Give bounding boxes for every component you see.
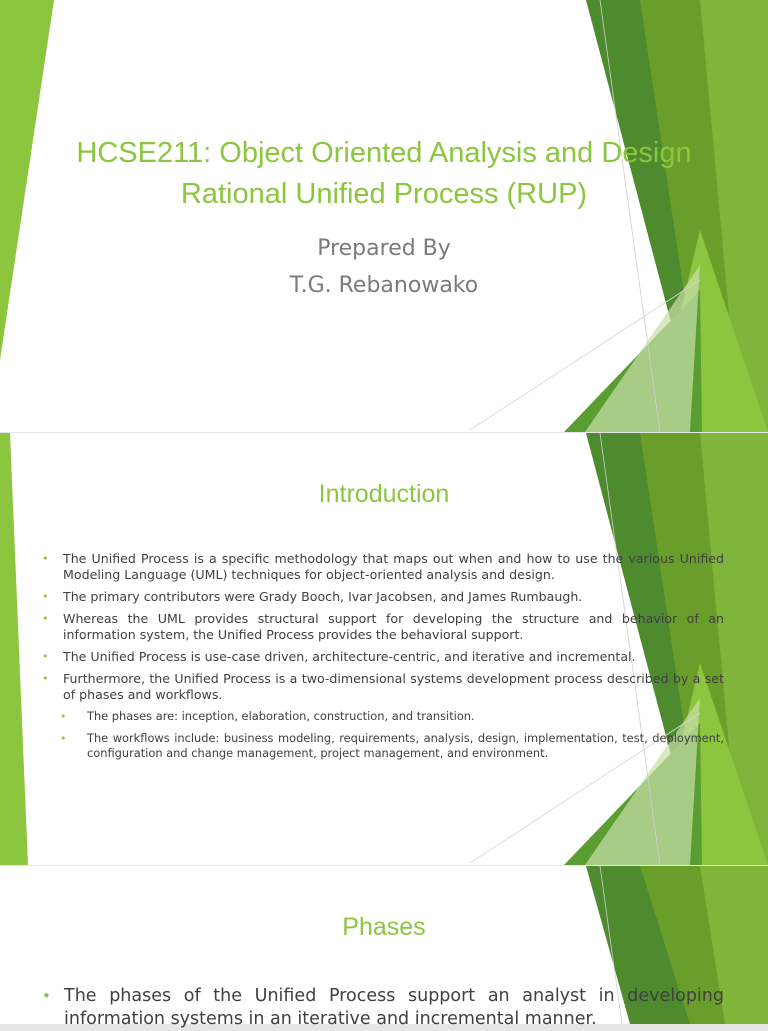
subtitle-line-1: Prepared By — [317, 236, 451, 261]
phases-bullets — [42, 985, 724, 1031]
phases-title: Phases — [342, 913, 426, 941]
bullet-icon: • — [60, 732, 67, 745]
slide-subtitle — [0, 230, 768, 304]
bullet-icon: • — [42, 672, 49, 685]
bullet-icon: • — [42, 590, 49, 603]
slide-title — [0, 133, 768, 215]
introduction-title: Introduction — [318, 480, 450, 508]
list-item: • Furthermore, the Unified Process is a two-dimensional systems development process described by a set of phases and workflows. — [42, 671, 724, 702]
list-item: • Whereas the UML provides structural support for developing the structure and behavior of an information system, the Unified Process provides the behavioral support. — [42, 611, 724, 642]
bullet-icon: • — [42, 650, 49, 663]
bullet-icon: • — [42, 552, 49, 565]
list-item: • The phases of the Unified Process support an analyst in developing information systems in an iterative and incremental manner. — [42, 986, 724, 1029]
slide-decoration — [0, 0, 768, 432]
list-item: • The Unified Process is a specific methodology that maps out when and how to use the various Unified Modeling Language (UML) techniques for object-oriented analysis and design. — [42, 551, 724, 582]
list-item: • The primary contributors were Grady Booch, Ivar Jacobsen, and James Rumbaugh. — [42, 589, 583, 604]
title-line-2: Rational Unified Process (RUP) — [180, 178, 588, 210]
sub-list-item: • The phases are: inception, elaboration, construction, and transition. — [60, 709, 475, 723]
bullet-icon: • — [42, 612, 49, 625]
title-slide — [0, 0, 768, 432]
list-item: • The Unified Process is use-case driven, architecture-centric, and iterative and incremental. — [42, 649, 636, 664]
title-line-1: HCSE211: Object Oriented Analysis and Design — [76, 137, 692, 169]
introduction-bullets — [42, 551, 724, 768]
subtitle-line-2: T.G. Rebanowako — [289, 273, 479, 298]
bullet-icon: • — [42, 987, 51, 1005]
sub-list-item: • The workflows include: business modeling, requirements, analysis, design, implementation, test, deployment, configuration and change management, project management, and environment. — [60, 731, 724, 760]
bullet-icon: • — [60, 710, 67, 723]
